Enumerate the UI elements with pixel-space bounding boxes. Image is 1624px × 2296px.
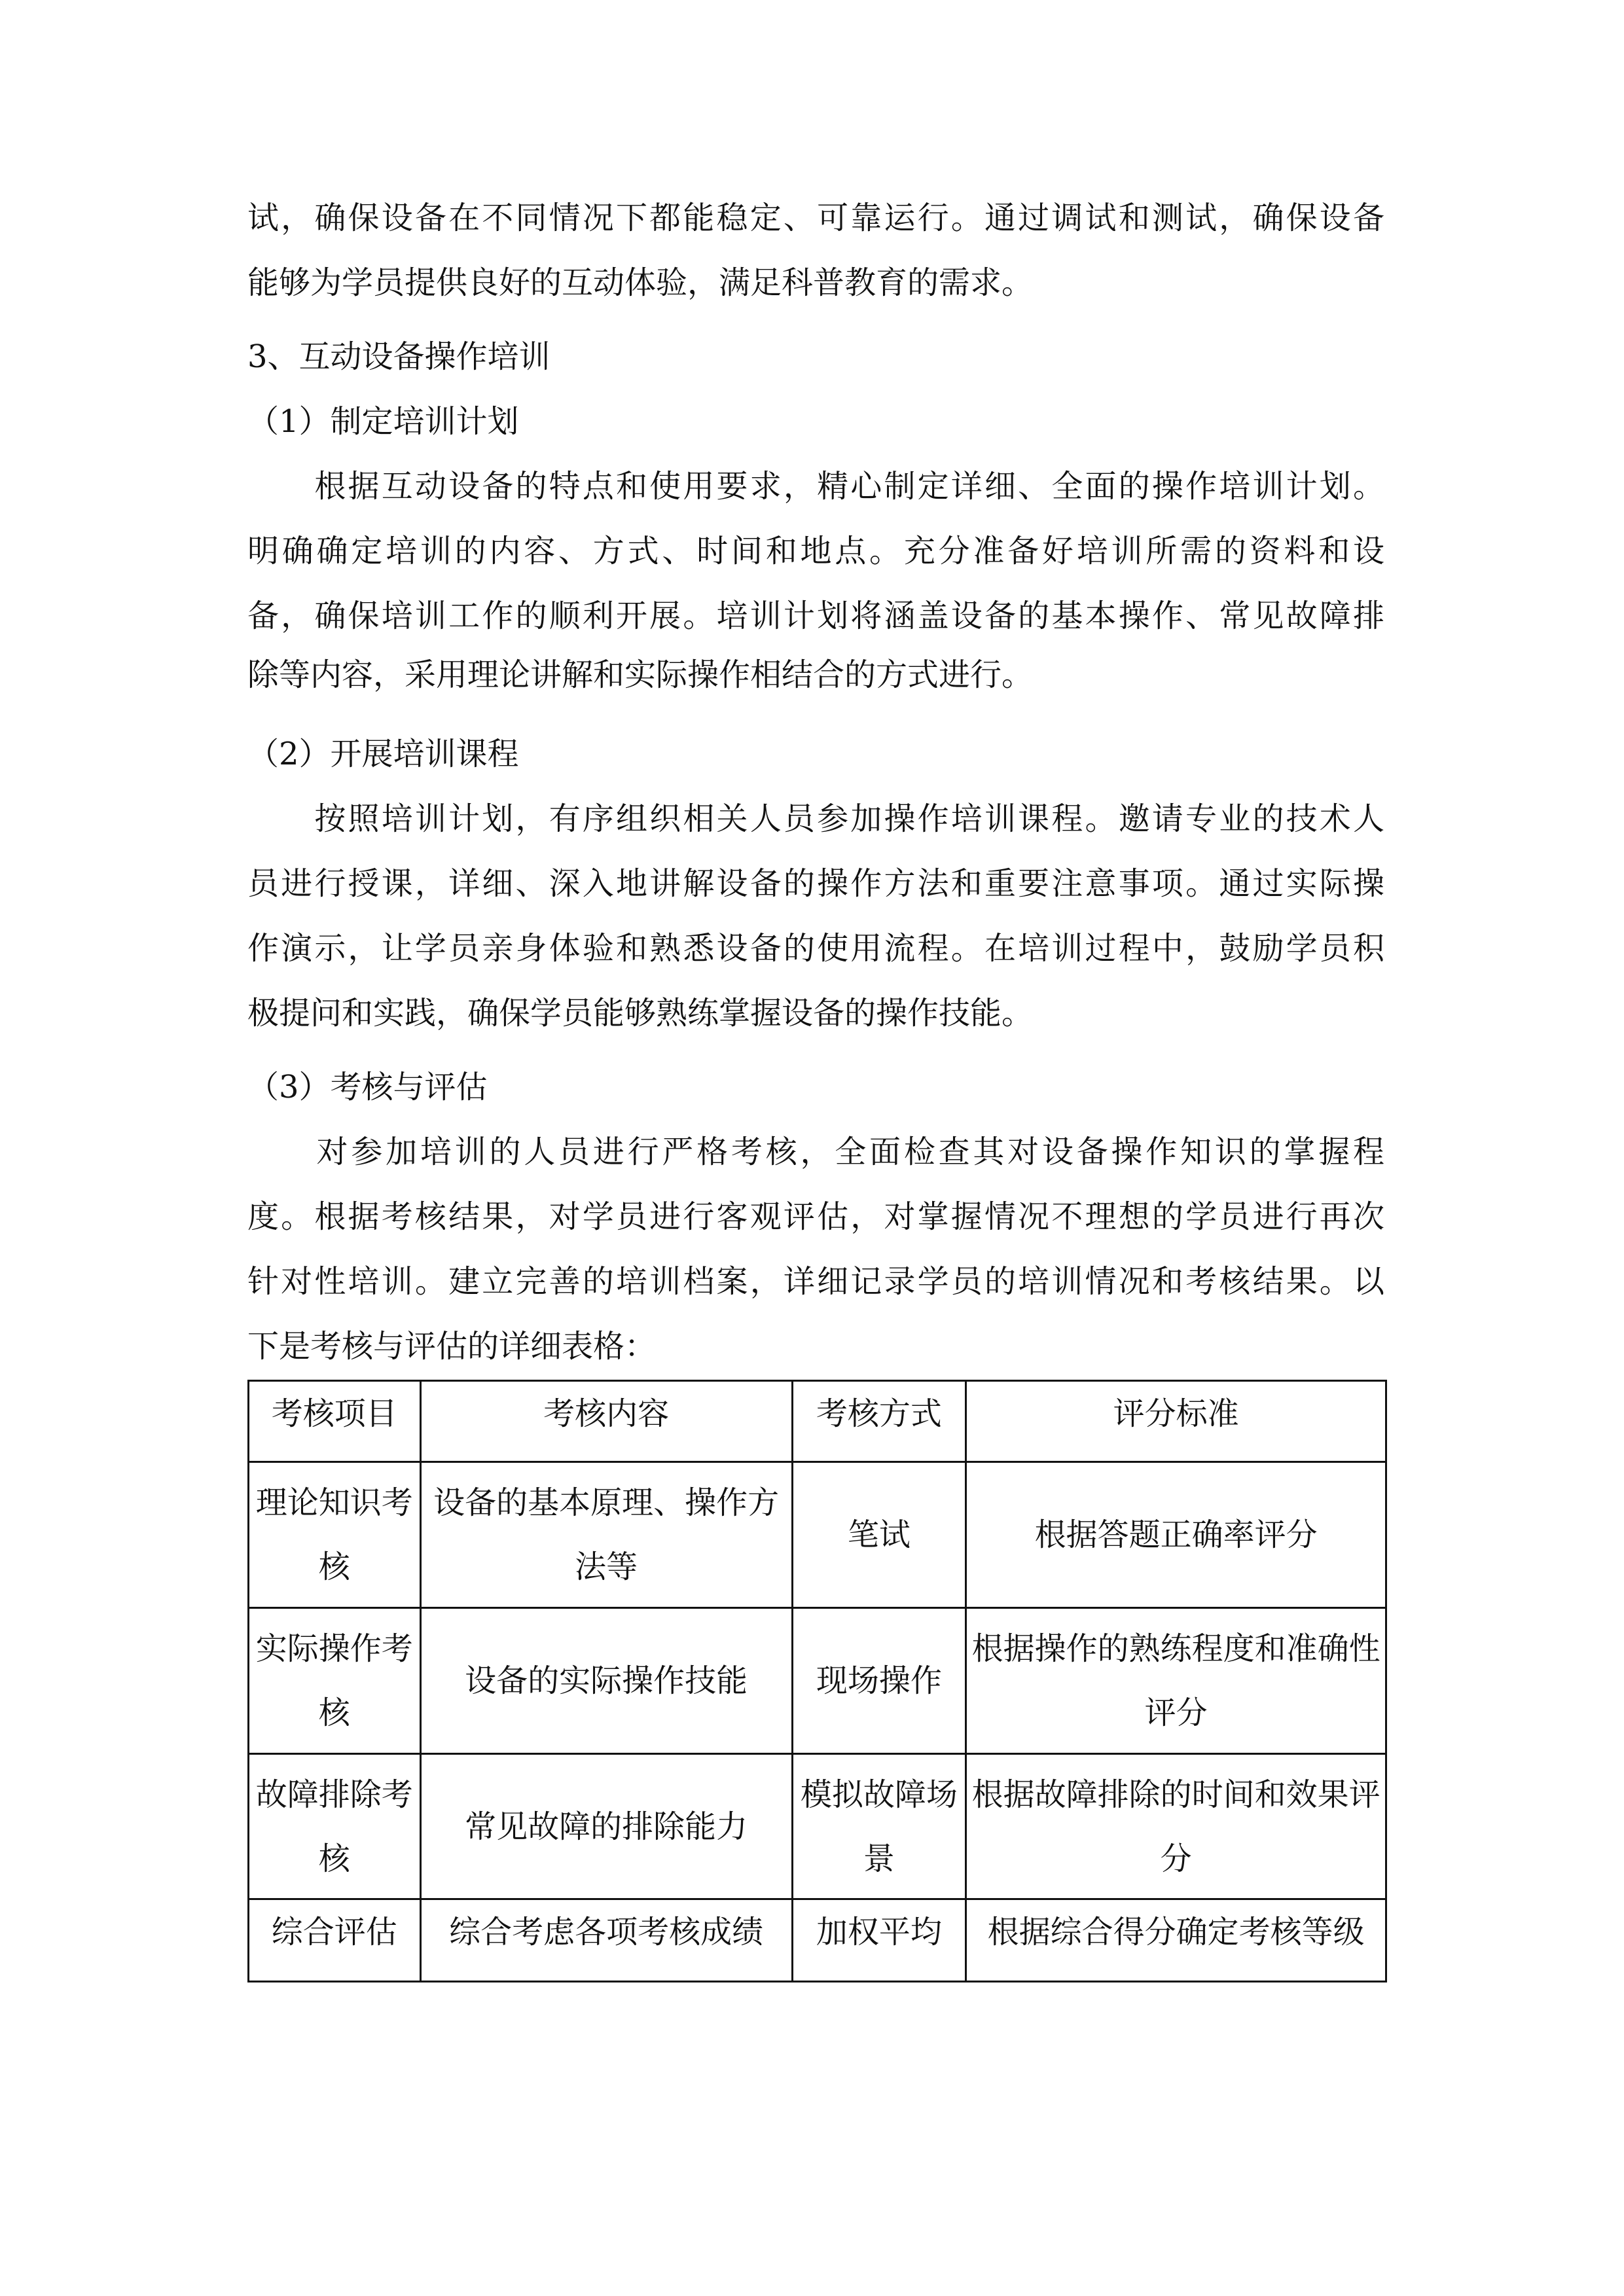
paragraph-line: 员进行授课，详细、深入地讲解设备的操作方法和重要注意事项。通过实际操 (247, 865, 1384, 902)
table-cell: 理论知识考核 (249, 1462, 421, 1608)
table-cell: 根据综合得分确定考核等级 (966, 1899, 1386, 1982)
table-cell: 实际操作考核 (249, 1608, 421, 1754)
paragraph-line: 明确确定培训的内容、方式、时间和地点。充分准备好培训所需的资料和设 (247, 533, 1384, 569)
table-cell: 模拟故障场景 (792, 1754, 966, 1899)
table-row (249, 1754, 1386, 1899)
table-row (249, 1462, 1386, 1608)
table-cell: 加权平均 (792, 1899, 966, 1982)
section-heading: （3）考核与评估 (247, 1069, 488, 1105)
table-row (249, 1608, 1386, 1754)
table-row (249, 1899, 1386, 1982)
column-header: 考核方式 (792, 1381, 966, 1462)
paragraph-line: 根据互动设备的特点和使用要求，精心制定详细、全面的操作培训计划。 (247, 468, 1384, 505)
column-header: 考核内容 (420, 1381, 792, 1462)
paragraph-line: 极提问和实践，确保学员能够熟练掌握设备的操作技能。 (247, 995, 1034, 1031)
table-cell: 笔试 (792, 1462, 966, 1608)
paragraph-line: 除等内容，采用理论讲解和实际操作相结合的方式进行。 (247, 656, 1034, 693)
table-cell: 故障排除考核 (249, 1754, 421, 1899)
paragraph-line: 下是考核与评估的详细表格： (247, 1328, 657, 1365)
paragraph-line: 针对性培训。建立完善的培训档案，详细记录学员的培训情况和考核结果。以 (247, 1263, 1384, 1300)
table-cell: 现场操作 (792, 1608, 966, 1754)
column-header: 评分标准 (966, 1381, 1386, 1462)
table-cell: 综合考虑各项考核成绩 (420, 1899, 792, 1982)
table-header-row (249, 1381, 1386, 1462)
section-heading: （2）开展培训课程 (247, 736, 519, 772)
table-cell: 综合评估 (249, 1899, 421, 1982)
paragraph-line: 度。根据考核结果，对学员进行客观评估，对掌握情况不理想的学员进行再次 (247, 1198, 1384, 1235)
paragraph-line: 能够为学员提供良好的互动体验，满足科普教育的需求。 (247, 264, 1034, 301)
paragraph-line: 备，确保培训工作的顺利开展。培训计划将涵盖设备的基本操作、常见故障排 (247, 598, 1384, 634)
paragraph-line: 对参加培训的人员进行严格考核，全面检查其对设备操作知识的掌握程 (247, 1134, 1384, 1170)
table-cell: 根据答题正确率评分 (966, 1462, 1386, 1608)
paragraph-line: 作演示，让学员亲身体验和熟悉设备的使用流程。在培训过程中，鼓励学员积 (247, 930, 1384, 967)
table-cell: 根据操作的熟练程度和准确性评分 (966, 1608, 1386, 1754)
section-heading: 3、互动设备操作培训 (247, 338, 550, 375)
table-cell: 设备的实际操作技能 (420, 1608, 792, 1754)
paragraph-line: 按照培训计划，有序组织相关人员参加操作培训课程。邀请专业的技术人 (247, 800, 1384, 837)
assessment-table (247, 1380, 1387, 1982)
section-heading: （1）制定培训计划 (247, 403, 519, 440)
table-cell: 根据故障排除的时间和效果评分 (966, 1754, 1386, 1899)
table-cell: 设备的基本原理、操作方法等 (420, 1462, 792, 1608)
paragraph-line: 试，确保设备在不同情况下都能稳定、可靠运行。通过调试和测试，确保设备 (247, 200, 1384, 236)
column-header: 考核项目 (249, 1381, 421, 1462)
table-cell: 常见故障的排除能力 (420, 1754, 792, 1899)
